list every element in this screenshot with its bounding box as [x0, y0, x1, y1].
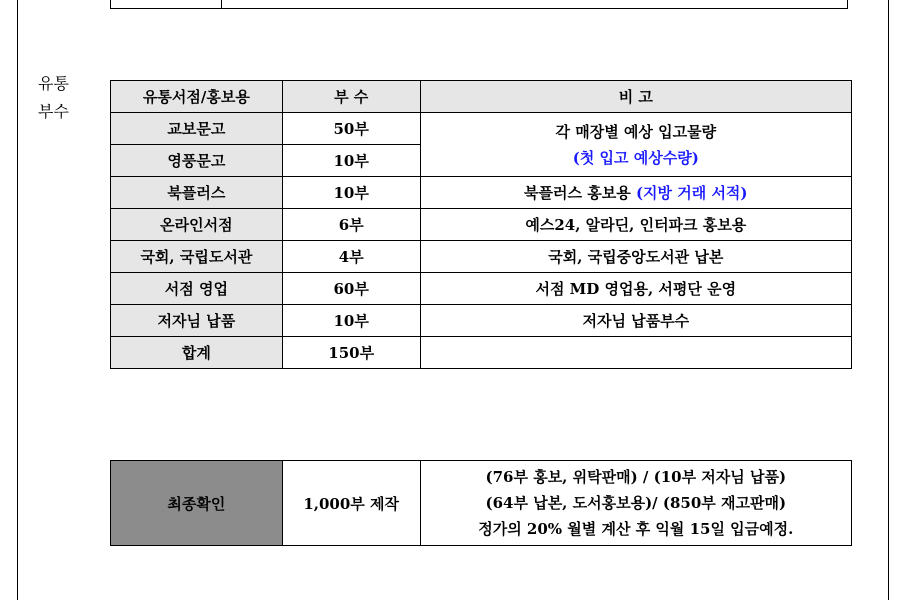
final-row — [111, 461, 852, 546]
header-qty: 부 수 — [282, 81, 420, 113]
row-note: 예스24, 알라딘, 인터파크 홍보용 — [420, 209, 851, 241]
row-name: 저자님 납품 — [111, 305, 283, 337]
side-label — [38, 70, 88, 126]
table-row — [111, 177, 852, 209]
row-qty: 6부 — [282, 209, 420, 241]
merged-note-line-1: 각 매장별 예상 입고물량 — [555, 122, 717, 141]
row-name: 국회, 국립도서관 — [111, 241, 283, 273]
side-label-line-2: 부수 — [38, 102, 69, 121]
total-qty: 150부 — [282, 337, 420, 369]
total-row — [111, 337, 852, 369]
row-note-merged — [420, 113, 851, 177]
note-blue: (지방 거래 서적) — [635, 184, 748, 202]
final-detail-line-2: (64부 납본, 도서홍보용)/ (850부 재고판매) — [485, 494, 787, 512]
row-name: 영풍문고 — [111, 145, 283, 177]
final-confirmation-table — [110, 460, 852, 546]
note-black: 북플러스 홍보용 — [524, 184, 636, 202]
header-note: 비 고 — [420, 81, 851, 113]
merged-note-line-2: (첫 입고 예상수량) — [572, 148, 699, 167]
row-qty: 10부 — [282, 305, 420, 337]
row-note: 저자님 납품부수 — [420, 305, 851, 337]
final-detail-line-1: (76부 홍보, 위탁판매) / (10부 저자님 납품) — [485, 468, 787, 486]
total-label: 합계 — [111, 337, 283, 369]
final-detail-line-3: 정가의 20% 월별 계산 후 익월 15일 입금예정. — [478, 520, 794, 538]
row-qty: 60부 — [282, 273, 420, 305]
row-qty: 4부 — [282, 241, 420, 273]
row-qty: 10부 — [282, 177, 420, 209]
table-row — [111, 273, 852, 305]
row-note: 서점 MD 영업용, 서평단 운영 — [420, 273, 851, 305]
header-store: 유통서점/홍보용 — [111, 81, 283, 113]
row-name: 북플러스 — [111, 177, 283, 209]
table-row — [111, 209, 852, 241]
table-row — [111, 113, 852, 145]
final-details — [420, 461, 851, 546]
table-header-row — [111, 81, 852, 113]
row-name: 온라인서점 — [111, 209, 283, 241]
row-note: 국회, 국립중앙도서관 납본 — [420, 241, 851, 273]
row-name: 교보문고 — [111, 113, 283, 145]
row-qty: 50부 — [282, 113, 420, 145]
total-note — [420, 337, 851, 369]
row-note — [420, 177, 851, 209]
table-row — [111, 241, 852, 273]
final-qty: 1,000부 제작 — [282, 461, 420, 546]
previous-table-bottom — [110, 0, 848, 9]
row-name: 서점 영업 — [111, 273, 283, 305]
table-row — [111, 305, 852, 337]
final-label: 최종확인 — [111, 461, 283, 546]
distribution-table — [110, 80, 852, 369]
row-qty: 10부 — [282, 145, 420, 177]
side-label-line-1: 유통 — [38, 74, 69, 93]
